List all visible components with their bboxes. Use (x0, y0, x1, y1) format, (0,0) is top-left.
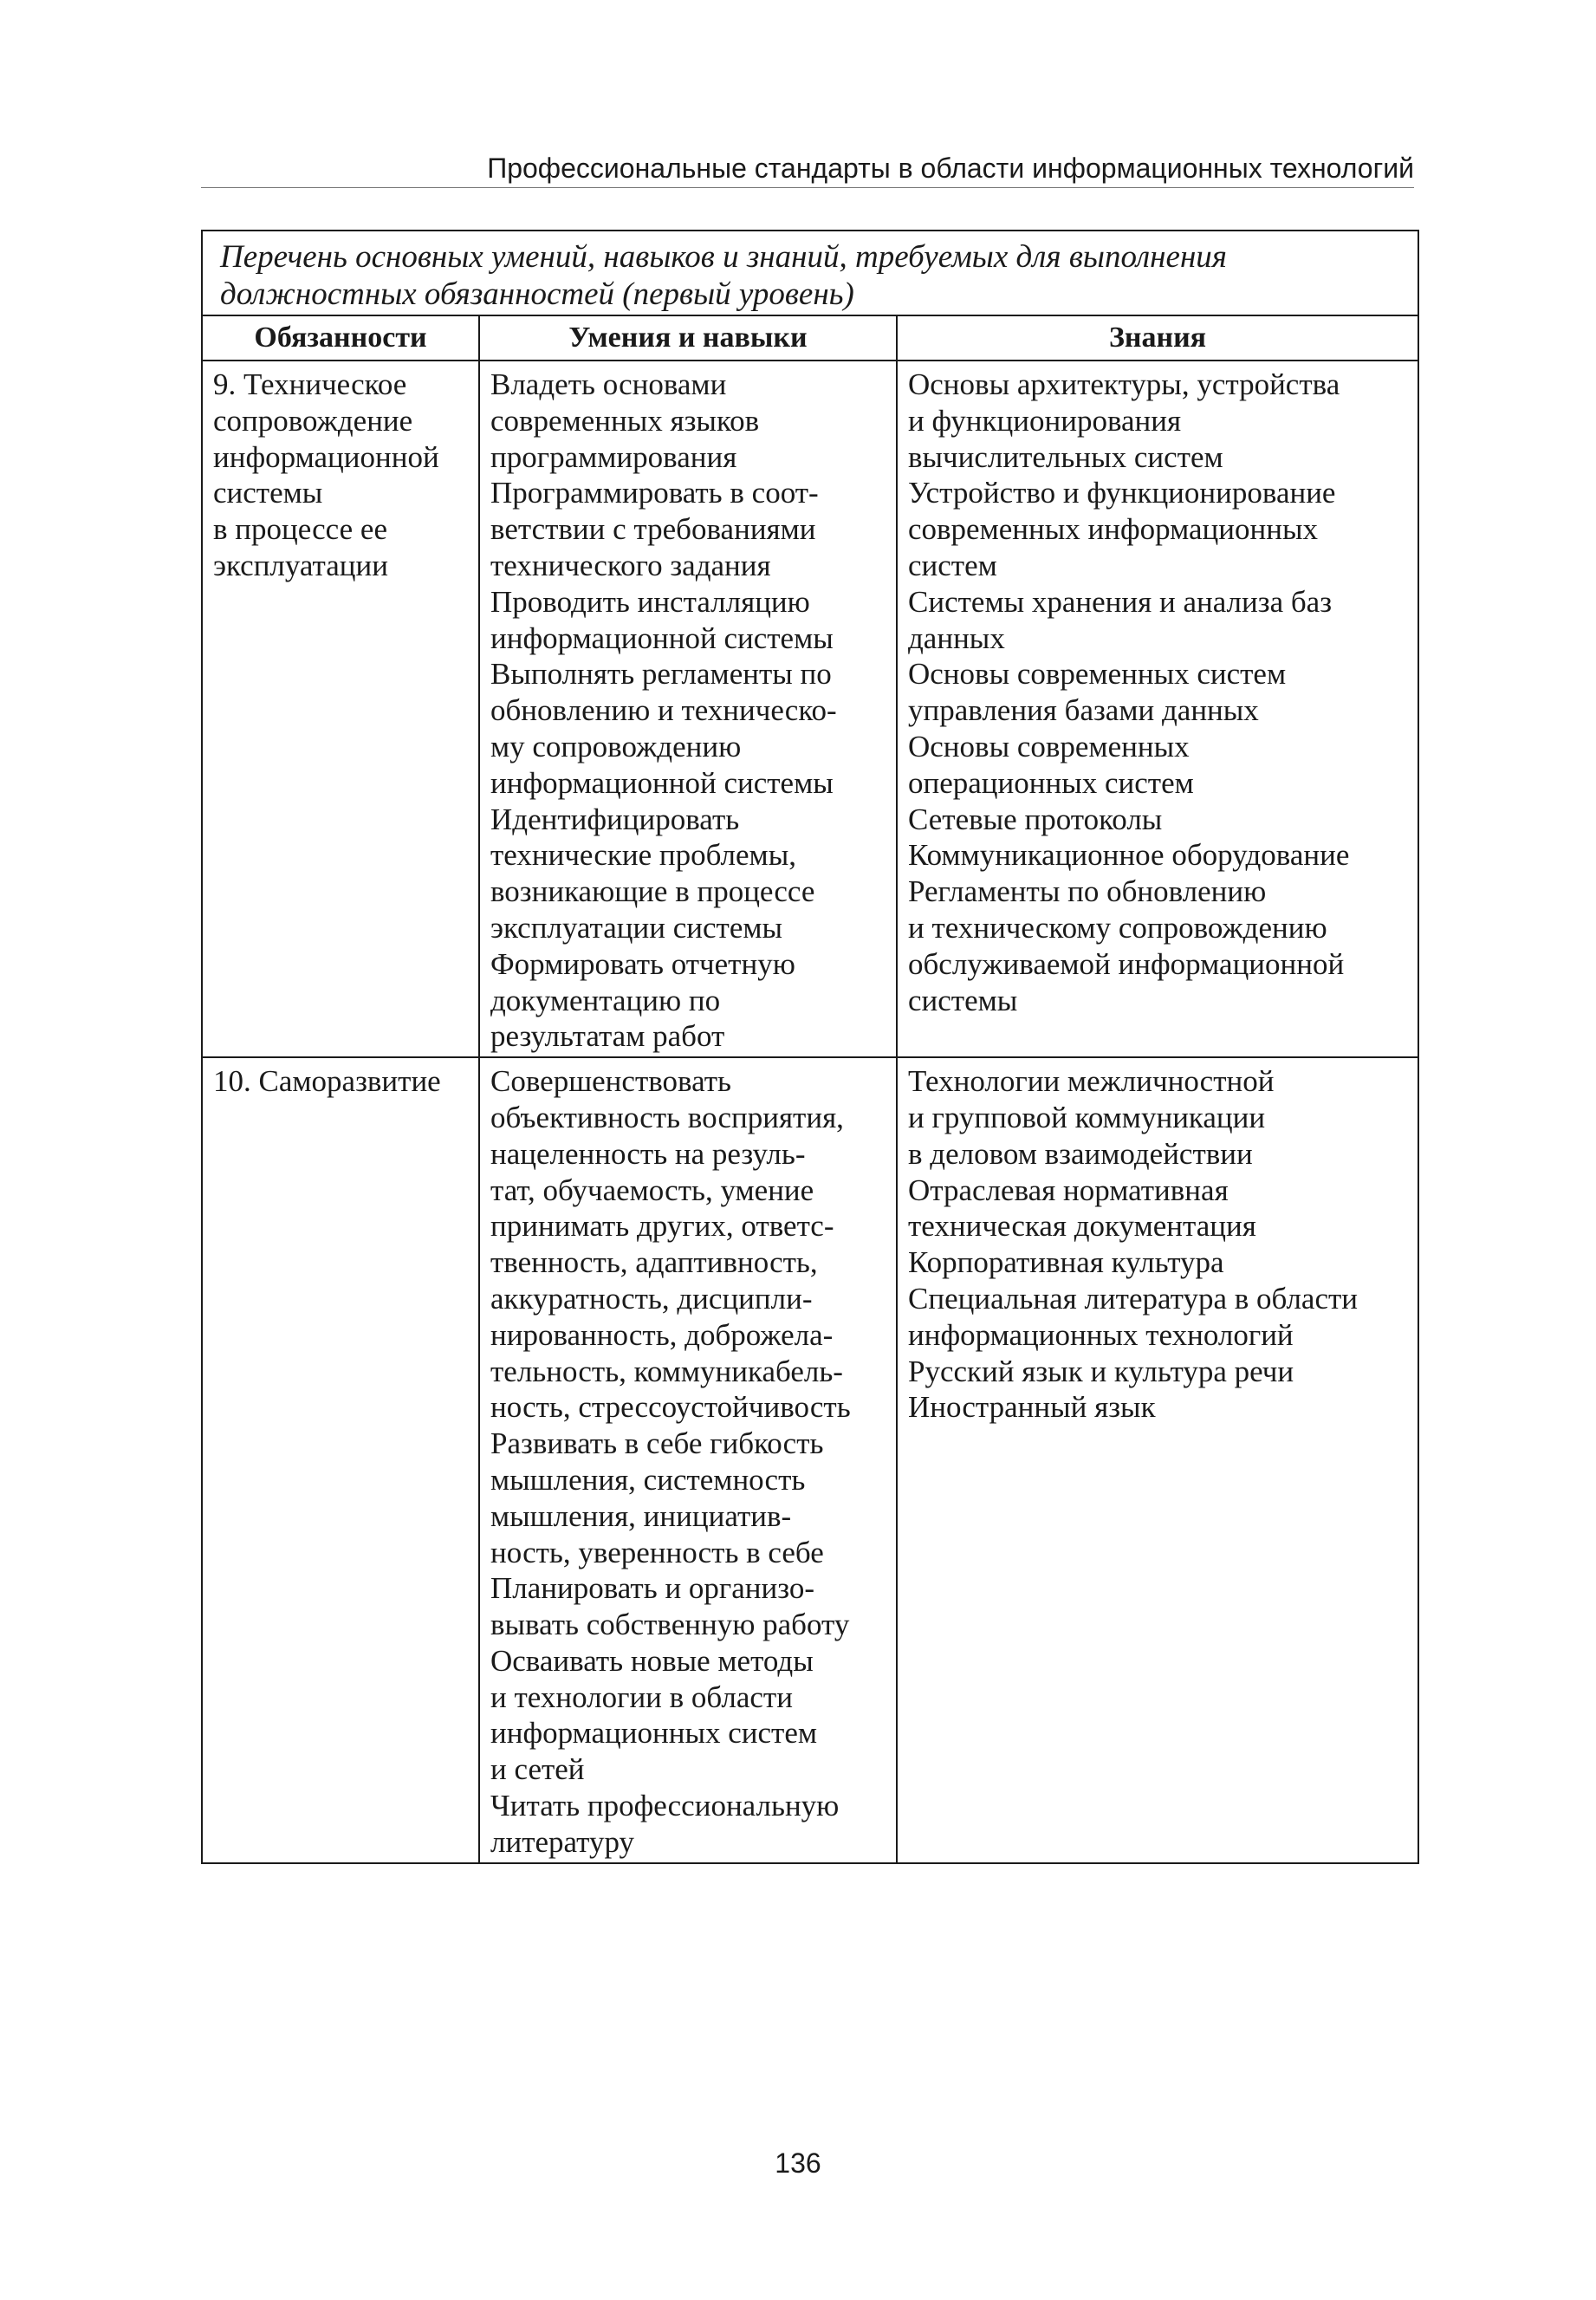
column-header-skills: Умения и навыки (479, 315, 897, 361)
duty-line: в процессе ее (213, 512, 387, 547)
skill-line: эксплуатации системы (490, 910, 783, 945)
skill-line: Совершенствовать (490, 1064, 731, 1099)
knowledge-line: и функционирования (908, 403, 1182, 438)
knowledge-line: и техническому сопровождению (908, 910, 1327, 945)
duty-line: информационной (213, 439, 439, 474)
knowledge-line: Основы современных систем (908, 657, 1287, 692)
skills-cell (479, 361, 897, 1057)
skill-line: Идентифицировать (490, 802, 740, 836)
duty-line: сопровождение (213, 403, 413, 438)
knowledge-line: техническая документация (908, 1209, 1256, 1244)
page-number: 136 (775, 2147, 821, 2179)
knowledge-line: систем (908, 548, 997, 582)
skill-line: обновлению и техническо- (490, 693, 837, 728)
skill-line: технического задания (490, 548, 771, 582)
skill-line: ность, стрессоустойчивость (490, 1390, 851, 1425)
table-row (202, 1057, 1418, 1863)
knowledge-line: операционных систем (908, 765, 1194, 800)
skill-line: объективность восприятия, (490, 1100, 844, 1134)
knowledge-line: системы (908, 983, 1018, 1017)
skill-line: программирования (490, 439, 737, 474)
skill-line: Планировать и организо- (490, 1571, 815, 1606)
running-header: Профессиональные стандарты в области информационных технологий (487, 153, 1414, 184)
knowledge-line: Корпоративная культура (908, 1245, 1224, 1280)
table-caption-row (202, 231, 1418, 315)
duty-line: 10. Саморазвитие (213, 1064, 441, 1099)
skill-line: вывать собственную работу (490, 1608, 850, 1642)
skill-line: Владеть основами (490, 367, 727, 401)
duty-line: 9. Техническое (213, 367, 407, 401)
skill-line: Выполнять регламенты по (490, 657, 832, 692)
skill-line: результатам работ (490, 1019, 725, 1054)
skill-line: Осваивать новые методы (490, 1643, 814, 1678)
skill-line: и сетей (490, 1752, 585, 1787)
knowledge-line: и групповой коммуникации (908, 1100, 1266, 1134)
knowledge-line: Иностранный язык (908, 1390, 1156, 1425)
knowledge-line: данных (908, 620, 1005, 655)
table-caption (202, 231, 1418, 315)
skills-cell (479, 1057, 897, 1863)
knowledge-line: обслуживаемой информационной (908, 946, 1345, 981)
duty-cell (202, 1057, 479, 1863)
duty-line: системы (213, 476, 323, 510)
caption-line: Перечень основных умений, навыков и знаний, требуемых для выполнения (220, 239, 1227, 275)
skill-line: и технологии в области (490, 1680, 793, 1714)
caption-line: должностных обязанностей (первый уровень) (220, 276, 854, 312)
skill-line: му сопровождению (490, 729, 742, 763)
knowledge-line: современных информационных (908, 512, 1318, 547)
column-header-duties: Обязанности (202, 315, 479, 361)
skill-line: нацеленность на резуль- (490, 1136, 806, 1171)
knowledge-line: Системы хранения и анализа баз (908, 584, 1333, 619)
knowledge-line: информационных технологий (908, 1317, 1294, 1352)
knowledge-cell (897, 361, 1418, 1057)
knowledge-line: вычислительных систем (908, 439, 1223, 474)
knowledge-line: Специальная литература в области (908, 1281, 1359, 1316)
skill-line: аккуратность, дисципли- (490, 1281, 813, 1316)
skill-line: документацию по (490, 983, 721, 1017)
header-rule (201, 187, 1414, 188)
skill-line: мышления, инициатив- (490, 1498, 792, 1533)
skill-line: информационной системы (490, 620, 834, 655)
skill-line: технические проблемы, (490, 838, 796, 873)
knowledge-line: в деловом взаимодействии (908, 1136, 1253, 1171)
knowledge-line: Регламенты по обновлению (908, 874, 1267, 909)
skill-line: тат, обучаемость, умение (490, 1173, 814, 1207)
knowledge-line: Отраслевая нормативная (908, 1173, 1229, 1207)
skill-line: мышления, системность (490, 1462, 806, 1497)
knowledge-line: Технологии межличностной (908, 1064, 1275, 1099)
skill-line: Проводить инсталляцию (490, 584, 810, 619)
skill-line: возникающие в процессе (490, 874, 815, 909)
knowledge-line: Сетевые протоколы (908, 802, 1163, 836)
skill-line: ность, уверенность в себе (490, 1535, 824, 1569)
knowledge-line: Русский язык и культура речи (908, 1354, 1294, 1388)
skills-table (201, 230, 1419, 1864)
skill-line: Программировать в соот- (490, 476, 819, 510)
column-header-row (202, 315, 1418, 361)
skill-line: современных языков (490, 403, 760, 438)
skill-line: информационных систем (490, 1716, 818, 1751)
duty-cell (202, 361, 479, 1057)
duty-line: эксплуатации (213, 548, 389, 582)
skill-line: Развивать в себе гибкость (490, 1426, 824, 1461)
skill-line: литературу (490, 1824, 635, 1859)
column-header-knowledge: Знания (897, 315, 1418, 361)
knowledge-line: управления базами данных (908, 693, 1259, 728)
knowledge-line: Устройство и функционирование (908, 476, 1336, 510)
skill-line: нированность, доброжела- (490, 1317, 834, 1352)
knowledge-line: Коммуникационное оборудование (908, 838, 1350, 873)
skill-line: принимать других, ответс- (490, 1209, 834, 1244)
skill-line: ветствии с требованиями (490, 512, 816, 547)
table-row (202, 361, 1418, 1057)
skill-line: твенность, адаптивность, (490, 1245, 818, 1280)
knowledge-cell (897, 1057, 1418, 1863)
knowledge-line: Основы архитектуры, устройства (908, 367, 1340, 401)
skill-line: Формировать отчетную (490, 946, 795, 981)
skill-line: информационной системы (490, 765, 834, 800)
skill-line: Читать профессиональную (490, 1789, 840, 1823)
knowledge-line: Основы современных (908, 729, 1190, 763)
skill-line: тельность, коммуникабель- (490, 1354, 843, 1388)
